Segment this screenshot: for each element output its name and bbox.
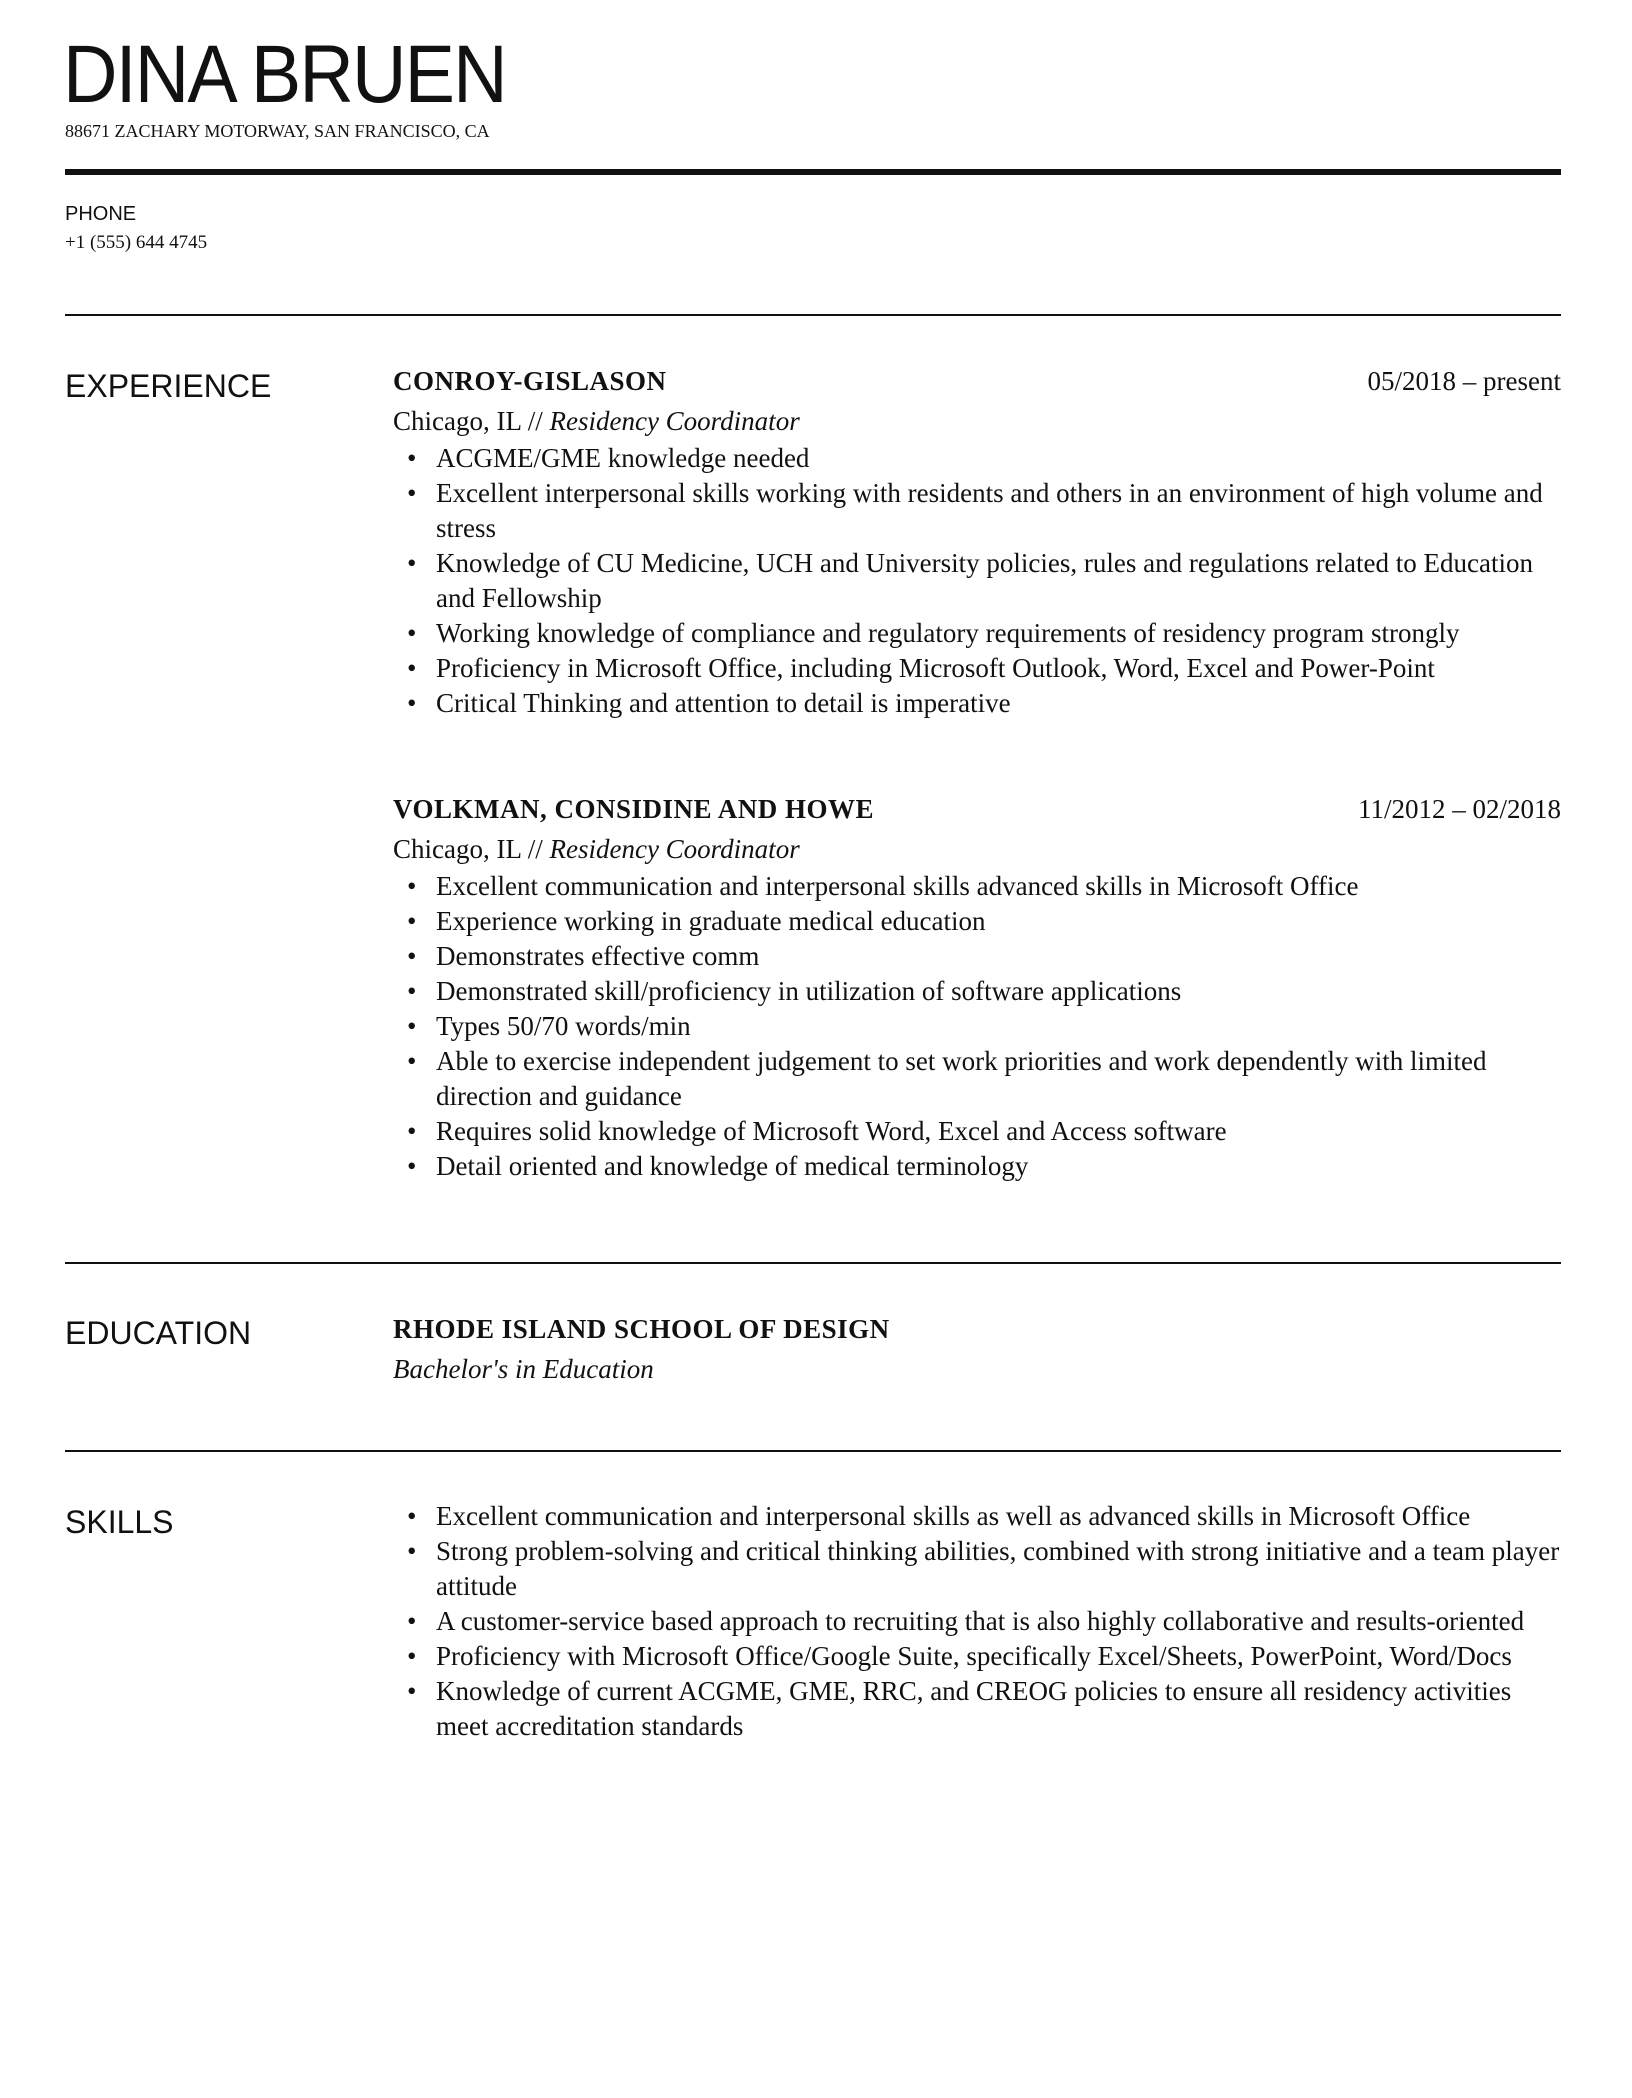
company-name: CONROY-GISLASON bbox=[393, 366, 667, 396]
section-divider bbox=[65, 1262, 1561, 1264]
job-bullets bbox=[393, 869, 1561, 1184]
list-item: • Working knowledge of compliance and regulatory requirements of residency program strongly bbox=[393, 616, 1561, 651]
list-item: • Proficiency with Microsoft Office/Google Suite, specifically Excel/Sheets, PowerPoint, Word/Docs bbox=[393, 1639, 1561, 1674]
separator: // bbox=[520, 834, 550, 864]
job-bullets bbox=[393, 441, 1561, 721]
list-item: • Able to exercise independent judgement to set work priorities and work dependently with limited direction and guidance bbox=[393, 1044, 1561, 1114]
skills-list-wrap bbox=[393, 1499, 1561, 1744]
address: 88671 ZACHARY MOTORWAY, SAN FRANCISCO, CA bbox=[65, 121, 490, 141]
education-title: EDUCATION bbox=[65, 1315, 252, 1351]
school-name: RHODE ISLAND SCHOOL OF DESIGN bbox=[393, 1314, 890, 1344]
skills-list bbox=[393, 1499, 1561, 1744]
list-item: • Knowledge of CU Medicine, UCH and University policies, rules and regulations related to Education and Fellowship bbox=[393, 546, 1561, 616]
candidate-name: DINA BRUEN bbox=[63, 29, 506, 120]
company-name: VOLKMAN, CONSIDINE AND HOWE bbox=[393, 794, 875, 824]
job-dates: 05/2018 – present bbox=[1367, 366, 1561, 396]
list-item: • Experience working in graduate medical education bbox=[393, 904, 1561, 939]
section-divider bbox=[65, 314, 1561, 316]
list-item: • Knowledge of current ACGME, GME, RRC, and CREOG policies to ensure all residency activities meet accreditation standards bbox=[393, 1674, 1561, 1744]
list-item: • Proficiency in Microsoft Office, including Microsoft Outlook, Word, Excel and Power-Point bbox=[393, 651, 1561, 686]
list-item: • Demonstrated skill/proficiency in utilization of software applications bbox=[393, 974, 1561, 1009]
list-item: • Excellent communication and interpersonal skills as well as advanced skills in Microsoft Office bbox=[393, 1499, 1561, 1534]
job-entry bbox=[393, 792, 1561, 1184]
list-item: • Excellent interpersonal skills working with residents and others in an environment of high volume and stress bbox=[393, 476, 1561, 546]
job-entry bbox=[393, 364, 1561, 721]
job-location: Chicago, IL bbox=[393, 834, 521, 864]
header-divider bbox=[65, 169, 1561, 175]
list-item: • ACGME/GME knowledge needed bbox=[393, 441, 1561, 476]
section-divider bbox=[65, 1450, 1561, 1452]
job-role: Residency Coordinator bbox=[549, 834, 800, 864]
list-item: • Types 50/70 words/min bbox=[393, 1009, 1561, 1044]
phone-label: PHONE bbox=[65, 203, 137, 225]
job-dates: 11/2012 – 02/2018 bbox=[1357, 794, 1561, 824]
degree: Bachelor's in Education bbox=[393, 1354, 654, 1384]
job-role: Residency Coordinator bbox=[549, 406, 800, 436]
list-item: • Requires solid knowledge of Microsoft Word, Excel and Access software bbox=[393, 1114, 1561, 1149]
separator: // bbox=[520, 406, 550, 436]
skills-title: SKILLS bbox=[65, 1504, 174, 1540]
experience-title: EXPERIENCE bbox=[65, 368, 272, 404]
phone-number: +1 (555) 644 4745 bbox=[65, 232, 208, 253]
list-item: • Critical Thinking and attention to detail is imperative bbox=[393, 686, 1561, 721]
job-location: Chicago, IL bbox=[393, 406, 521, 436]
list-item: • Strong problem-solving and critical thinking abilities, combined with strong initiative and a team player attitude bbox=[393, 1534, 1561, 1604]
list-item: • A customer-service based approach to recruiting that is also highly collaborative and results-oriented bbox=[393, 1604, 1561, 1639]
list-item: • Demonstrates effective comm bbox=[393, 939, 1561, 974]
education-entry bbox=[393, 1312, 1561, 1387]
list-item: • Excellent communication and interpersonal skills advanced skills in Microsoft Office bbox=[393, 869, 1561, 904]
list-item: • Detail oriented and knowledge of medical terminology bbox=[393, 1149, 1561, 1184]
